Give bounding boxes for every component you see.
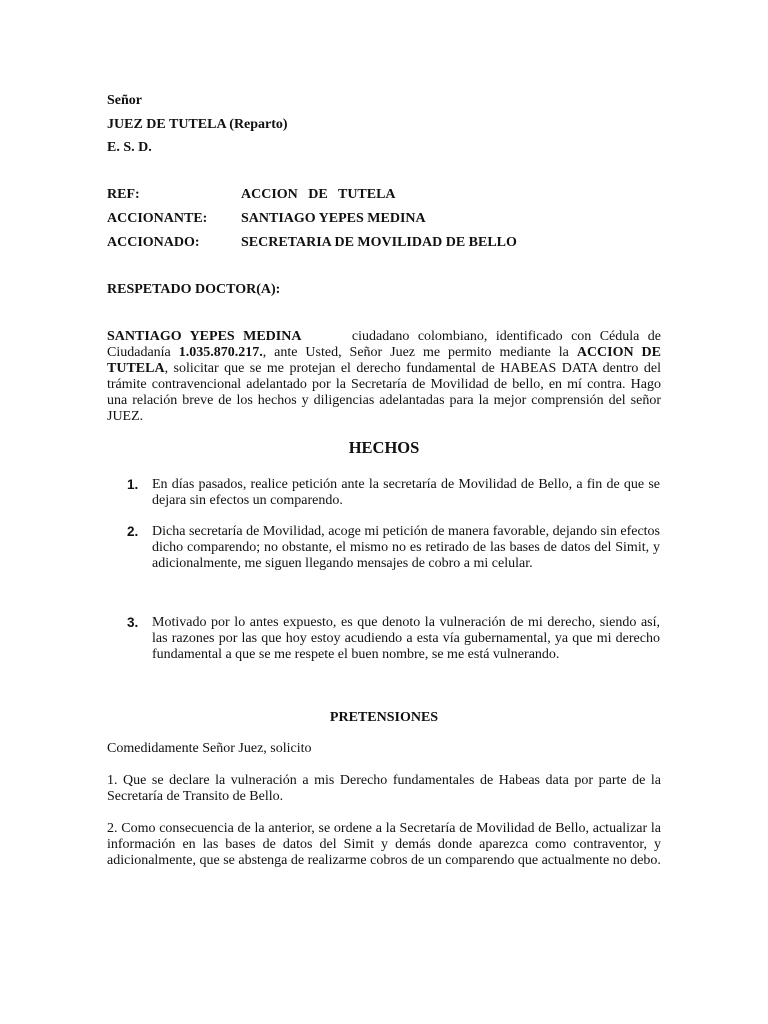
intro-text-a: ciudadano colombiano, identificado con Cédula de Ciudadanía	[107, 329, 665, 360]
hecho-text: En días pasados, realice petición ante la secretaría de Movilidad de Bello, a fin de que se dejara sin efectos un comparendo.	[152, 477, 660, 508]
salutation-line-2: JUEZ DE TUTELA (Reparto)	[107, 117, 288, 132]
hecho-number: 1.	[127, 477, 139, 492]
hecho-number: 3.	[127, 615, 139, 630]
intro-cedula: 1.035.870.217.	[178, 345, 263, 360]
salutation-line-3: E. S. D.	[107, 140, 152, 155]
accionado-key: ACCIONADO:	[107, 235, 200, 250]
intro-text-c: , solicitar que se me protejan el derecho fundamental de HABEAS DATA dentro del trámite contravencional adelantado por la Secretaría de Movilidad de bello, en mí contra. Hago una relación breve de los hechos y diligencias adelantadas para la mejor comprensión del señor JUEZ.	[107, 361, 661, 424]
document-page	[107, 0, 665, 1024]
ref-key: REF:	[107, 187, 140, 202]
pretension-item: 1. Que se declare la vulneración a mis Derecho fundamentales de Habeas data por parte de la Secretaría de Transito de Bello.	[107, 773, 661, 804]
ref-value: ACCION DE TUTELA	[241, 187, 396, 202]
pretensiones-title: PRETENSIONES	[329, 710, 439, 725]
accionante-value: SANTIAGO YEPES MEDINA	[241, 211, 426, 226]
intro-text-b: , ante Usted, Señor Juez me permito mediante la	[262, 345, 577, 360]
intro-accion: ACCION DE TUTELA	[107, 345, 662, 376]
hecho-number: 2.	[127, 524, 139, 539]
hechos-title: HECHOS	[348, 438, 420, 457]
accionado-value: SECRETARIA DE MOVILIDAD DE BELLO	[241, 235, 517, 250]
salutation-line-1: Señor	[107, 93, 142, 108]
accionante-key: ACCIONANTE:	[107, 211, 208, 226]
intro-paragraph	[107, 329, 665, 425]
hecho-text: Motivado por lo antes expuesto, es que denoto la vulneración de mi derecho, siendo así, las razones por las que hoy estoy acudiendo a esta vía gubernamental, ya que mi derecho fundamental a que se me respete el buen nombre, se me está vulnerando.	[152, 615, 660, 662]
pretensiones-intro: Comedidamente Señor Juez, solicito	[107, 741, 312, 756]
intro-name: SANTIAGO YEPES MEDINA	[107, 329, 302, 344]
pretension-item: 2. Como consecuencia de la anterior, se ordene a la Secretaría de Movilidad de Bello, actualizar la información en las bases de datos del Simit y demás donde aparezca como contraventor, y adicionalmente, que se abstenga de realizarme cobros de un comparendo que actualmente no debo.	[107, 821, 661, 868]
hecho-text: Dicha secretaría de Movilidad, acoge mi petición de manera favorable, dejando sin efectos dicho comparendo; no obstante, el mismo no es retirado de las bases de datos del Simit, y adicionalmente, me siguen llegando mensajes de cobro a mi celular.	[152, 524, 660, 571]
greeting: RESPETADO DOCTOR(A):	[107, 282, 281, 297]
